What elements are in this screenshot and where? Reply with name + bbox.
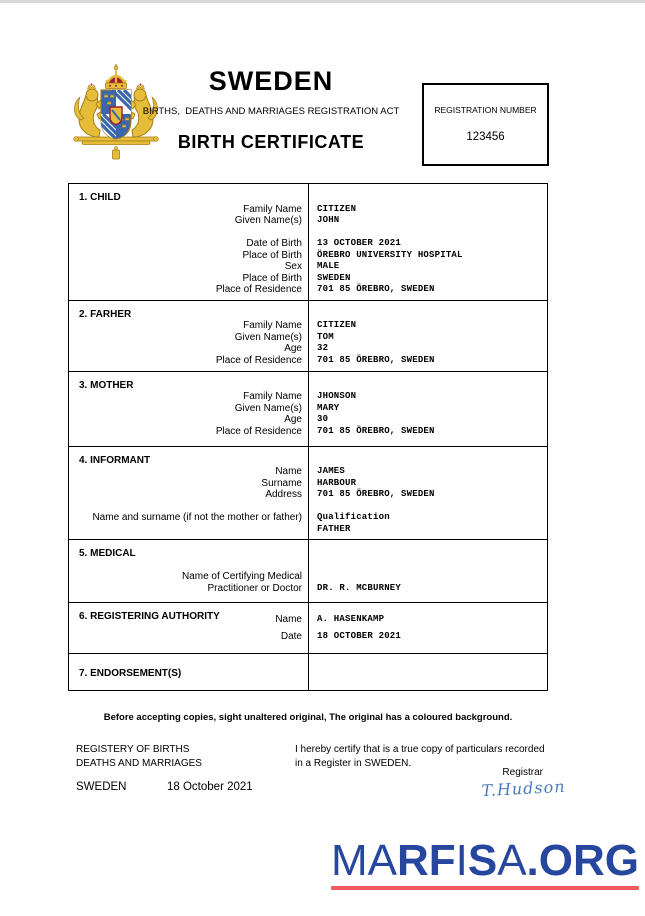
act-line: BIRTHS, DEATHS AND MARRIAGES REGISTRATION ACT [142, 106, 400, 117]
field-value: FATHER [317, 523, 351, 534]
title-block [121, 66, 421, 153]
field-value: 13 OCTOBER 2021 [317, 238, 402, 248]
field-label: Name [275, 466, 302, 477]
field-label: Date [280, 631, 302, 642]
registry-block [76, 743, 202, 771]
section-value-column [308, 603, 547, 653]
field-label [79, 227, 302, 239]
field-value: JAMES [317, 466, 346, 476]
section-label-column [69, 540, 308, 602]
section-title: 3. MOTHER [79, 379, 134, 391]
field-value: 32 [317, 343, 329, 353]
brand-segment: RF [396, 836, 456, 885]
section-value-column [308, 184, 547, 300]
field-label [79, 501, 302, 513]
section-label-column [69, 654, 308, 690]
field-label: Name [275, 614, 302, 625]
field-value: TOM [317, 331, 334, 342]
field-value: CITIZEN [317, 203, 357, 214]
registration-number-label: REGISTRATION NUMBER [434, 105, 537, 115]
field-value: 30 [317, 414, 329, 424]
field-value [317, 501, 543, 513]
section-title: 6. REGISTERING AUTHORITY [79, 611, 220, 622]
field-label: Address [265, 489, 302, 500]
section-values [317, 204, 543, 296]
brand-segment: S [467, 836, 498, 885]
registration-number-box [422, 83, 549, 166]
field-value: CITIZEN [317, 320, 357, 330]
section-value-column [308, 654, 547, 690]
field-value: JHONSON [317, 391, 357, 401]
field-label: Surname [261, 477, 302, 489]
field-label [79, 560, 302, 572]
section-label-column [69, 301, 308, 371]
certificate-section [69, 184, 547, 300]
section-labels [79, 466, 302, 535]
field-label: Given Name(s) [234, 331, 302, 343]
field-value [317, 571, 543, 583]
section-title: 5. MEDICAL [79, 548, 136, 559]
section-value-column [308, 301, 547, 371]
registry-line-2: DEATHS AND MARRIAGES [76, 758, 202, 769]
top-edge-bar [0, 0, 645, 3]
certificate-section [69, 653, 547, 690]
field-label: Age [284, 414, 302, 425]
field-value: JOHN [317, 215, 340, 225]
field-value: 701 85 ÖREBRO, SWEDEN [317, 284, 435, 294]
registry-line-1: REGISTERY OF BIRTHS [76, 744, 190, 755]
field-value [317, 227, 543, 239]
registrar-label: Registrar [502, 767, 543, 778]
field-value: MALE [317, 261, 340, 271]
brand-logo [330, 836, 639, 890]
certificate-section [69, 602, 547, 653]
section-value-column [308, 372, 547, 446]
section-value-column [308, 540, 547, 602]
section-label-column [69, 603, 308, 653]
field-label: Place of Residence [215, 284, 302, 295]
field-label: Place of Residence [215, 354, 302, 366]
field-value: 701 85 ÖREBRO, SWEDEN [317, 354, 435, 365]
field-label: Sex [284, 261, 302, 272]
section-value-column [308, 447, 547, 540]
field-value: DR. R. MCBURNEY [317, 582, 402, 593]
section-title: 7. ENDORSEMENT(S) [79, 668, 182, 679]
copy-notice: Before accepting copies, sight unaltered original, The original has a coloured background. [103, 712, 513, 723]
field-label: Place of Birth [242, 249, 302, 261]
section-label-column [69, 184, 308, 300]
field-label: Name and surname (if not the mother or father) [92, 512, 302, 523]
section-values [317, 391, 543, 437]
certificate-table [68, 183, 548, 691]
field-label: Family Name [243, 203, 302, 215]
field-label: Age [284, 343, 302, 354]
registration-number-value: 123456 [466, 131, 505, 143]
section-title: 1. CHILD [79, 192, 121, 203]
certify-statement: I hereby certify that is a true copy of particulars recorded in a Register in SWEDEN. [295, 744, 545, 769]
footer-date: 18 October 2021 [167, 781, 253, 793]
field-value: HARBOUR [317, 477, 357, 488]
field-value: MARY [317, 402, 340, 413]
field-label: Place of Birth [242, 272, 302, 284]
certificate-section [69, 446, 547, 540]
field-value: Qualification [317, 512, 390, 522]
brand-logo-text [330, 836, 639, 885]
document-title: BIRTH CERTIFICATE [177, 132, 365, 152]
field-value: A. HASENKAMP [317, 614, 385, 624]
certificate-section [69, 539, 547, 602]
section-values [317, 466, 543, 535]
field-value: SWEDEN [317, 272, 351, 283]
section-values [317, 320, 543, 366]
section-title: 4. INFORMANT [79, 454, 151, 466]
section-labels [79, 320, 302, 366]
registrar-signature: T.Hudson [481, 776, 566, 801]
section-title: 2. FARHER [79, 308, 132, 320]
field-value: ÖREBRO UNIVERSITY HOSPITAL [317, 249, 463, 260]
brand-segment: A [497, 836, 527, 885]
section-label-column [69, 372, 308, 446]
footer-country: SWEDEN [76, 781, 127, 793]
brand-underline [331, 886, 639, 890]
certificate-section [69, 371, 547, 446]
field-value [317, 560, 543, 572]
brand-segment: MA [330, 836, 397, 885]
brand-segment: I [455, 836, 468, 885]
field-label: Given Name(s) [234, 402, 302, 414]
field-label: Place of Residence [215, 425, 302, 437]
field-value: 18 OCTOBER 2021 [317, 631, 402, 641]
field-value: 701 85 ÖREBRO, SWEDEN [317, 425, 435, 436]
field-label: Family Name [243, 320, 302, 331]
brand-segment: .ORG [526, 836, 639, 885]
field-label: Date of Birth [246, 238, 302, 249]
section-values [317, 614, 543, 648]
section-label-column [69, 447, 308, 540]
field-label [79, 524, 302, 536]
country-title: SWEDEN [208, 66, 334, 96]
field-label: Given Name(s) [234, 215, 302, 226]
field-label: Family Name [243, 391, 302, 402]
field-value: 701 85 ÖREBRO, SWEDEN [317, 489, 435, 499]
field-label: Name of Certifying Medical [181, 571, 302, 582]
section-values [317, 560, 543, 595]
field-label: Practitioner or Doctor [207, 582, 302, 594]
section-labels [79, 204, 302, 296]
certificate-section [69, 300, 547, 371]
section-labels [79, 391, 302, 437]
section-labels [79, 560, 302, 595]
